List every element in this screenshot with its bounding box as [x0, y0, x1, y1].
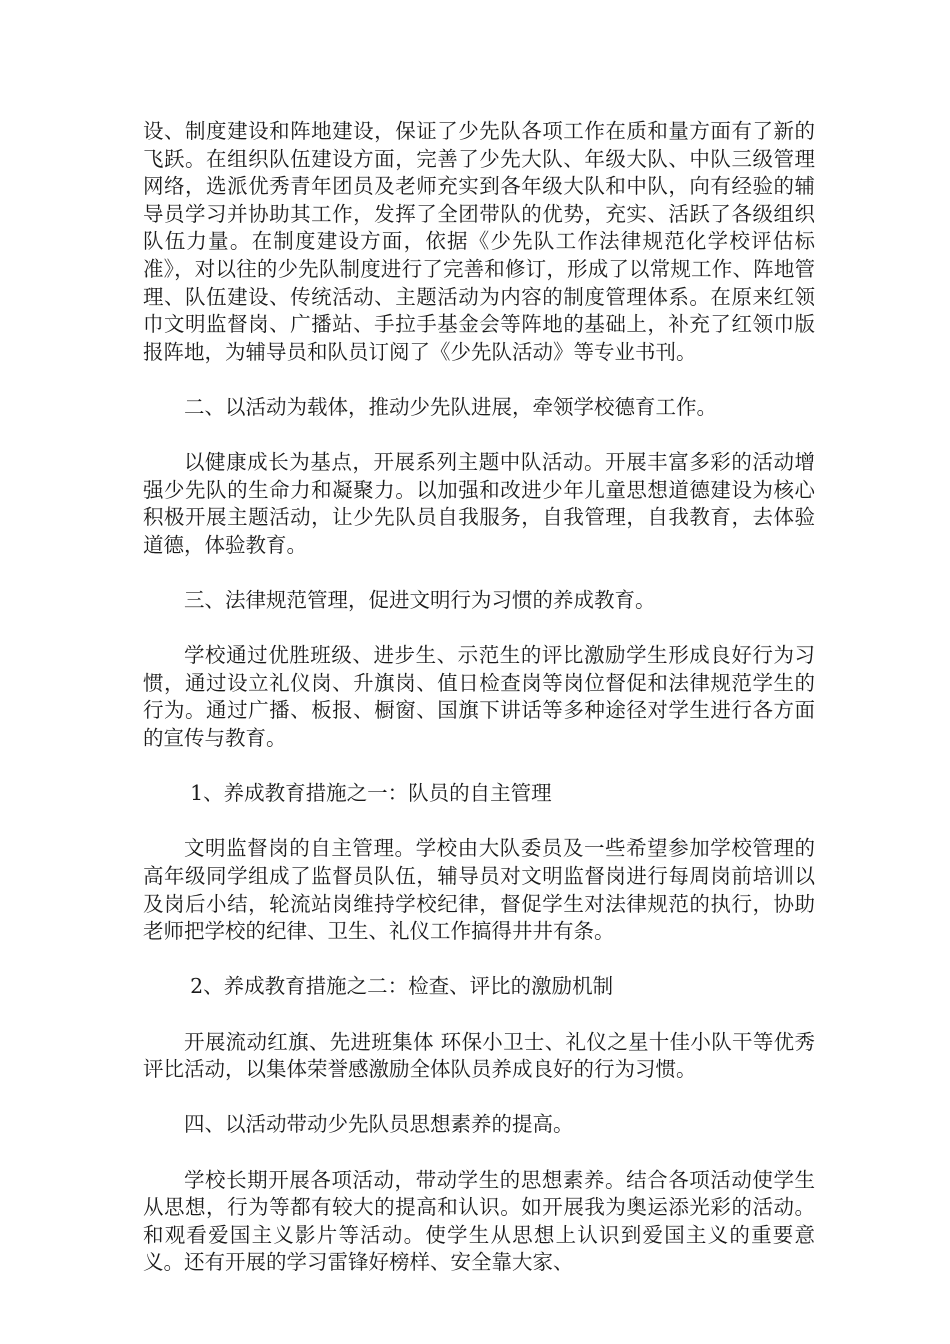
section-heading-4: 四、以活动带动少先队员思想素养的提高。	[184, 1112, 574, 1137]
section-heading-2: 二、以活动为载体，推动少先队进展，牵领学校德育工作。	[184, 394, 717, 419]
paragraph-section-4: 学校长期开展各项活动，带动学生的思想素养。结合各项活动使学生从思想，行为等都有较大的提高和认识。如开展我为奥运添光彩的活动。和观看爱国主义影片等活动。使学生从思想上认识到爱国主义的重要意义。还有开展的学习雷锋好榜样、安全靠大家、	[143, 1167, 815, 1275]
paragraph-intro-continued: 设、制度建设和阵地建设，保证了少先队各项工作在质和量方面有了新的飞跃。在组织队伍建设方面，完善了少先大队、年级大队、中队三级管理网络，选派优秀青年团员及老师充实到各年级大队和中队，向有经验的辅导员学习并协助其工作，发挥了全团带队的优势，充实、活跃了各级组织队伍力量。在制度建设方面，依据《少先队工作法律规范化学校评估标准》，对以往的少先队制度进行了完善和修订，形成了以常规工作、阵地管理、队伍建设、传统活动、主题活动为内容的制度管理体系。在原来红领巾文明监督岗、广播站、手拉手基金会等阵地的基础上，补充了红领巾版报阵地，为辅导员和队员订阅了《少先队活动》等专业书刊。	[143, 119, 815, 364]
paragraph-measure-2: 开展流动红旗、先进班集体 环保小卫士、礼仪之星十佳小队干等优秀评比活动，以集体荣誉感激励全体队员养成良好的行为习惯。	[143, 1029, 815, 1082]
paragraph-section-2: 以健康成长为基点，开展系列主题中队活动。开展丰富多彩的活动增强少先队的生命力和凝聚力。以加强和改进少年儿童思想道德建设为核心积极开展主题活动，让少先队员自我服务，自我管理，自我教育，去体验道德，体验教育。	[143, 450, 815, 557]
subheading-measure-2: 2、养成教育措施之二：检查、评比的激励机制	[190, 974, 614, 999]
subheading-measure-1: 1、养成教育措施之一：队员的自主管理	[190, 781, 552, 806]
paragraph-measure-1: 文明监督岗的自主管理。学校由大队委员及一些希望参加学校管理的高年级同学组成了监督员队伍，辅导员对文明监督岗进行每周岗前培训以及岗后小结，轮流站岗维持学校纪律，督促学生对法律规范的执行，协助老师把学校的纪律、卫生、礼仪工作搞得井井有条。	[143, 836, 815, 944]
document-body	[143, 118, 815, 1277]
section-heading-3: 三、法律规范管理，促进文明行为习惯的养成教育。	[184, 588, 656, 613]
paragraph-section-3: 学校通过优胜班级、进步生、示范生的评比激励学生形成良好行为习惯，通过设立礼仪岗、升旗岗、值日检查岗等岗位督促和法律规范学生的行为。通过广播、板报、橱窗、国旗下讲话等多种途径对学生进行各方面的宣传与教育。	[143, 643, 815, 751]
